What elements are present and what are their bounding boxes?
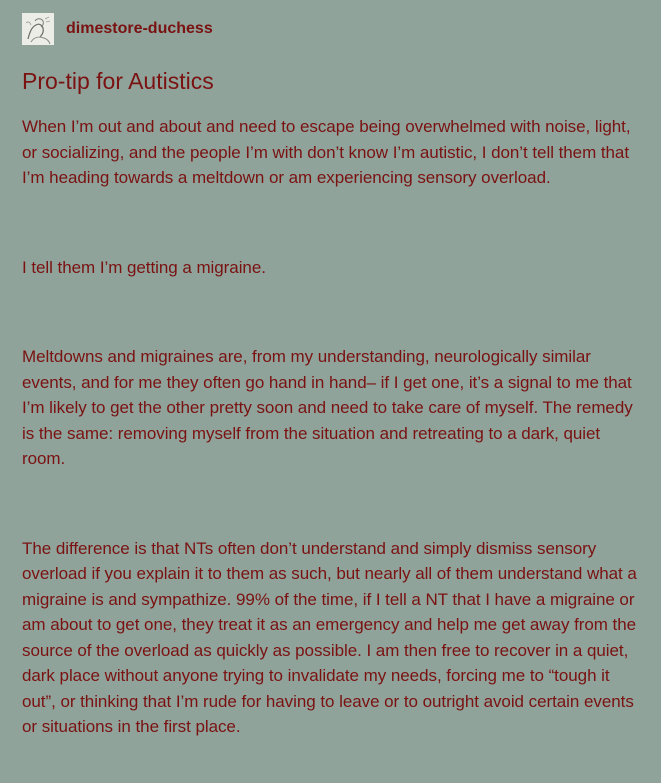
username-link[interactable]: dimestore-duchess [66,20,213,37]
sketch-portrait-icon [22,13,54,45]
post-paragraph-1: When I’m out and about and need to escape being overwhelmed with noise, light, or socializing, and the people I’m with don’t know I’m autistic, I don’t tell them that I’m heading towards a meltdown or am experiencing sensory overload. [22,117,631,187]
post-paragraph-4: The difference is that NTs often don’t understand and simply dismiss sensory overload if you explain it to them as such, but nearly all of them understand what a migraine is and sympathize. 99% of the time, if I tell a NT that I have a migraine or am about to get one, they treat it as an emergency and help me get away from the source of the overload as quickly as possible. I am then free to recover in a quiet, dark place without anyone trying to invalidate my needs, forcing me to “tough it out”, or thinking that I’m rude for having to leave or to outright avoid certain events or situations in the first place. [22,538,637,736]
post-title: Pro-tip for Autistics [22,68,214,94]
avatar[interactable] [22,13,54,45]
post-paragraph-3: Meltdowns and migraines are, from my understanding, neurologically similar events, and for me they often go hand in hand– if I get one, it’s a signal to me that I’m likely to get the other pretty soon and need to take care of myself. The remedy is the same: removing myself from the situation and retreating to a dark, quiet room. [22,347,633,468]
post-header [22,12,639,46]
post-paragraph-2: I tell them I’m getting a migraine. [22,257,266,277]
